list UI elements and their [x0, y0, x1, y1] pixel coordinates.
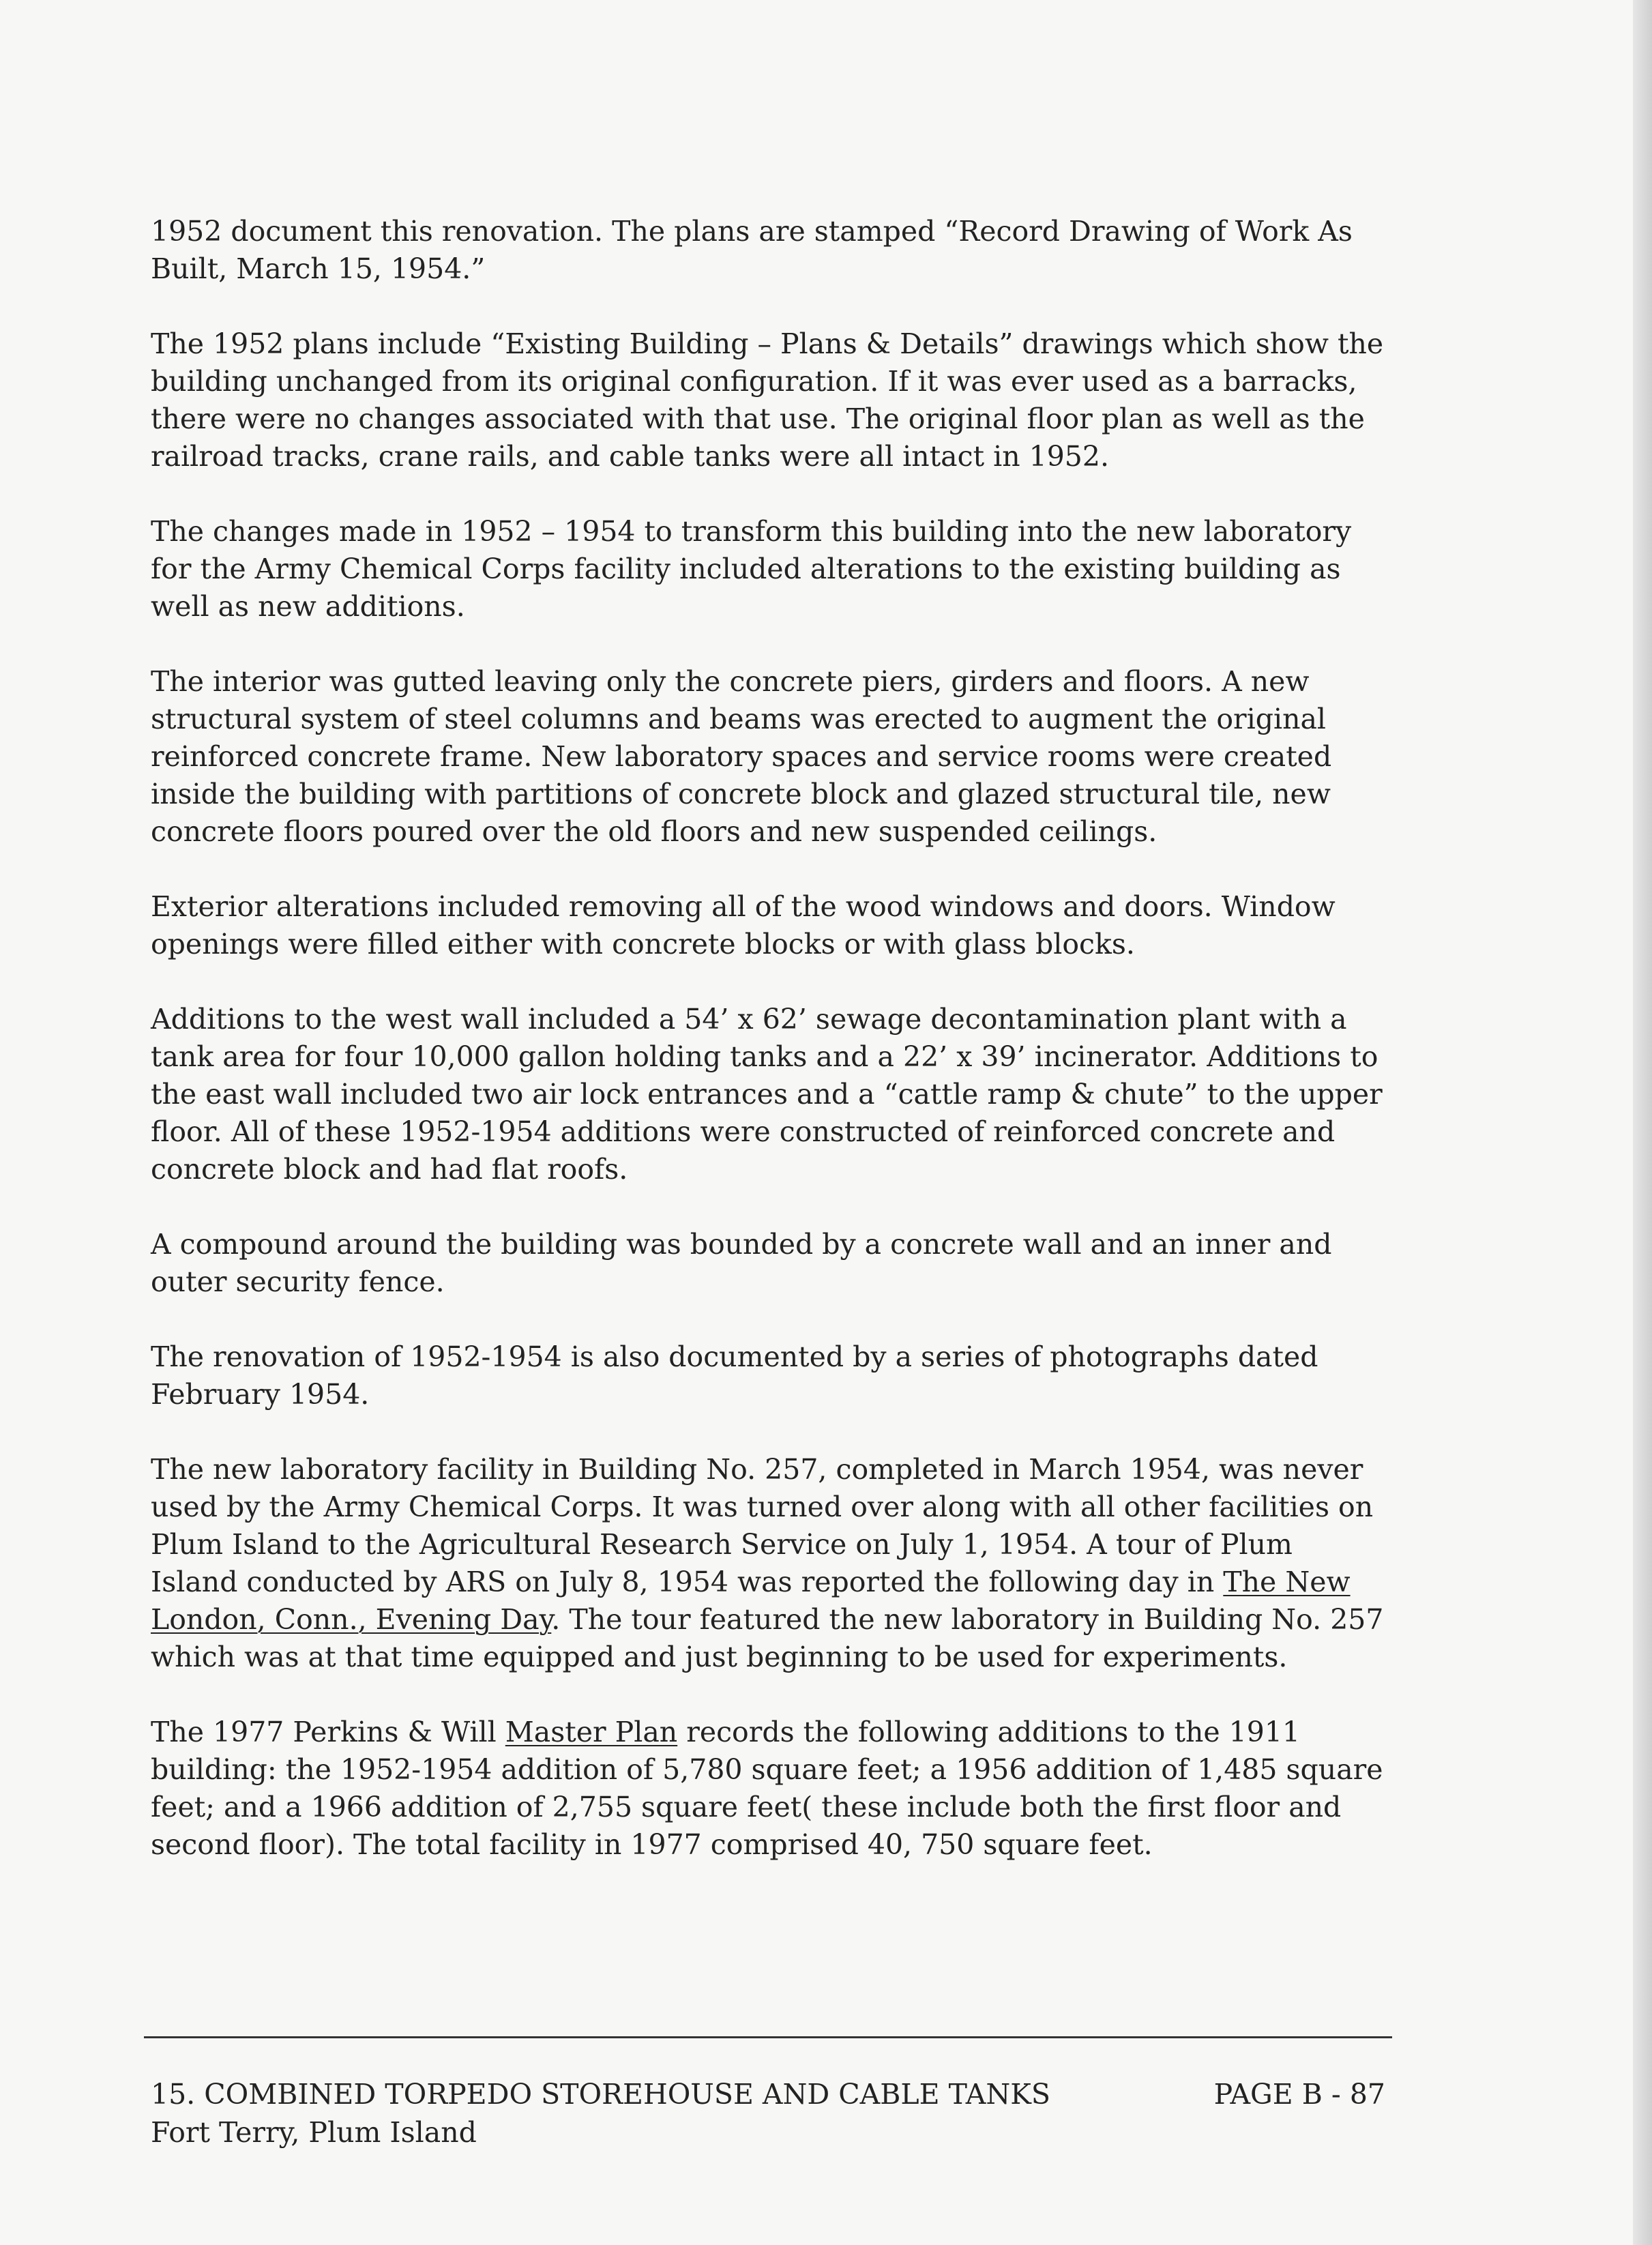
underlined-title: Master Plan [505, 1716, 678, 1748]
paragraph-text: The 1977 Perkins & Will [151, 1716, 505, 1748]
body-paragraph [151, 513, 1385, 626]
paragraph-text: 1952 document this renovation. The plans are stamped “Record Drawing of Work As Built, March 15, 1954.” [151, 215, 1353, 285]
paragraph-text: records the following additions to the 1911 building: the 1952-1954 addition of 5,780 square feet; a 1956 addition of 1,485 square feet; and a 1966 addition of 2,755 square feet( these include both the first floor and second floor). The total facility in 1977 comprised 40, 750 square feet. [151, 1716, 1383, 1861]
body-paragraph [151, 1714, 1385, 1864]
paragraph-text: The 1952 plans include “Existing Building – Plans & Details” drawings which show the building unchanged from its original configuration. If it was ever used as a barracks, there were no changes associated with that use. The original floor plan as well as the railroad tracks, crane rails, and cable tanks were all intact in 1952. [151, 327, 1384, 473]
body-text [151, 213, 1385, 1864]
page-edge-shadow [1633, 0, 1652, 2245]
body-paragraph [151, 1338, 1385, 1413]
page-footer [151, 2075, 1385, 2152]
footer-page-number: PAGE B - 87 [1213, 2078, 1385, 2111]
paragraph-text: The renovation of 1952-1954 is also documented by a series of photographs dated February 1954. [151, 1340, 1318, 1411]
body-paragraph [151, 1226, 1385, 1301]
body-paragraph [151, 325, 1385, 475]
underlined-title: The New London, Conn., Evening Day [151, 1566, 1351, 1636]
body-paragraph [151, 1451, 1385, 1676]
paragraph-text: . The tour featured the new laboratory in Building No. 257 which was at that time equipped and just beginning to be used for experiments. [151, 1603, 1384, 1673]
paragraph-text: The interior was gutted leaving only the concrete piers, girders and floors. A new structural system of steel columns and beams was erected to augment the original reinforced concrete frame. New laboratory spaces and service rooms were created inside the building with partitions of concrete block and glazed structural tile, new concrete floors poured over the old floors and new suspended ceilings. [151, 665, 1332, 848]
footer-location: Fort Terry, Plum Island [151, 2116, 477, 2149]
paragraph-text: Exterior alterations included removing all of the wood windows and doors. Window openings were filled either with concrete blocks or with glass blocks. [151, 890, 1336, 960]
footer-section-title: 15. COMBINED TORPEDO STOREHOUSE AND CABLE TANKS [151, 2078, 1050, 2111]
paragraph-text: The changes made in 1952 – 1954 to transform this building into the new laboratory for the Army Chemical Corps facility included alterations to the existing building as well as new additions. [151, 515, 1352, 623]
body-paragraph [151, 888, 1385, 963]
body-paragraph [151, 213, 1385, 288]
paragraph-text: The new laboratory facility in Building No. 257, completed in March 1954, was never used by the Army Chemical Corps. It was turned over along with all other facilities on Plum Island to the Agricultural Research Service on July 1, 1954. A tour of Plum Island conducted by ARS on July 8, 1954 was reported the following day in [151, 1453, 1374, 1598]
body-paragraph [151, 663, 1385, 851]
footer-line [151, 2075, 1385, 2113]
footer-divider [144, 2036, 1392, 2038]
body-paragraph [151, 1001, 1385, 1188]
paragraph-text: Additions to the west wall included a 54’ x 62’ sewage decontamination plant with a tank area for four 10,000 gallon holding tanks and a 22’ x 39’ incinerator. Additions to the east wall included two air lock entrances and a “cattle ramp & chute” to the upper floor. All of these 1952-1954 additions were constructed of reinforced concrete and concrete block and had flat roofs. [151, 1003, 1383, 1186]
paragraph-text: A compound around the building was bounded by a concrete wall and an inner and outer security fence. [151, 1228, 1332, 1298]
